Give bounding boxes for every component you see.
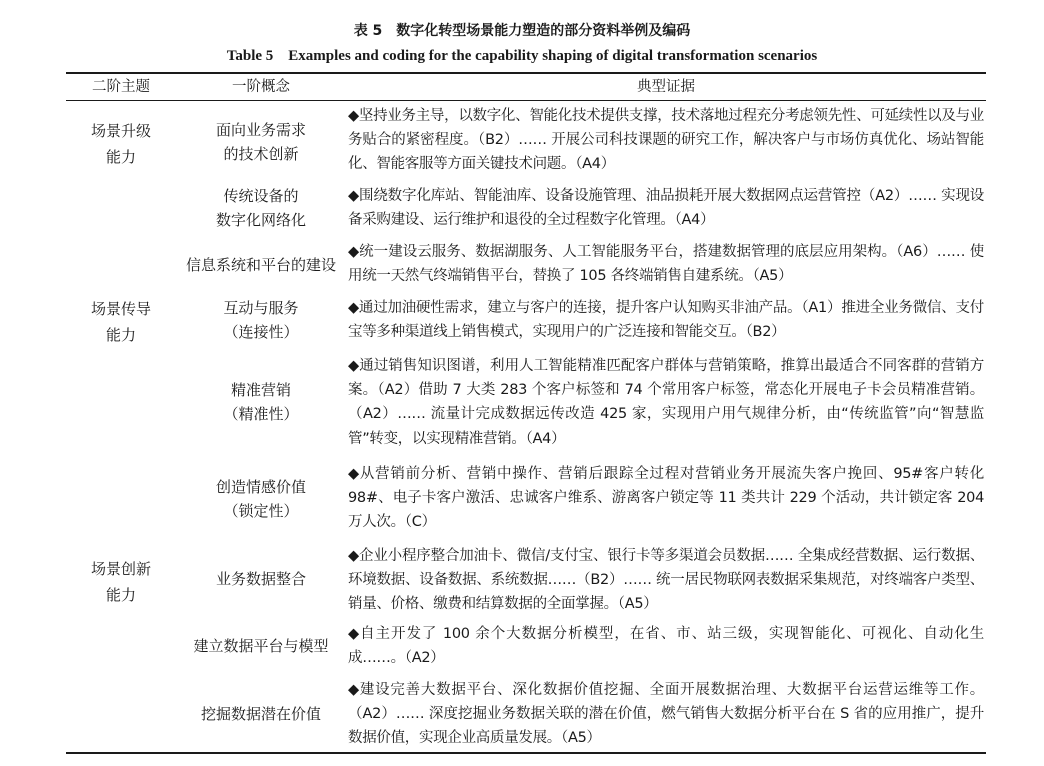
evidence-data-platform-model: ◆自主开发了 100 余个大数据分析模型，在省、市、站三级，实现智能化、可视化、自动化生成……。（A2）	[348, 626, 984, 667]
top-rule	[66, 72, 986, 74]
concept-line: 信息系统和平台的建设	[185, 256, 336, 274]
concept-line: 面向业务需求	[215, 121, 306, 139]
concept-data-integration	[176, 567, 346, 591]
concept-emotional-value	[176, 475, 346, 523]
concept-line: （锁定性）	[223, 502, 299, 520]
theme-line: 能力	[105, 586, 136, 604]
concept-line: 业务数据整合	[215, 570, 306, 588]
concept-line: 互动与服务	[223, 299, 299, 317]
header-second-order-theme: 二阶主题	[92, 79, 150, 95]
theme-scene-conduction	[66, 296, 176, 348]
concept-device-digitization	[176, 184, 346, 232]
concept-line: 挖掘数据潜在价值	[200, 705, 321, 723]
table-caption-cn: 表 5 数字化转型场景能力塑造的部分资料举例及编码	[353, 23, 691, 39]
evidence-info-system-platform: ◆统一建设云服务、数据湖服务、人工智能服务平台，搭建数据管理的底层应用架构。（A6）…… 使用统一天然气终端销售平台，替换了 105 各终端销售自建系统。（A5）	[348, 244, 984, 285]
evidence-precision-marketing: ◆通过销售知识图谱，利用人工智能精准匹配客户群体与营销策略，推算出最适合不同客群的营销方案。（A2）借助 7 大类 283 个客户标签和 74 个常用客户标签，常态化开展电子卡会员精准营销。（A2）…… 流量计完成数据远传改造 425 家，实现用户用气规律分析，由“传统监管”向“智慧监管”转变，以实现精准营销。（A4）	[348, 358, 984, 447]
concept-line: （连接性）	[223, 323, 299, 341]
concept-data-potential-value	[176, 702, 346, 726]
evidence-data-integration: ◆企业小程序整合加油卡、微信/支付宝、银行卡等多渠道会员数据…… 全集成经营数据、运行数据、环境数据、设备数据、系统数据……（B2）…… 统一居民物联网表数据采集规范，对终端客户类型、销量、价格、缴费和结算数据的全面掌握。（A5）	[348, 548, 984, 613]
concept-line: 创造情感价值	[215, 478, 306, 496]
header-rule	[66, 100, 986, 101]
concept-line: 建立数据平台与模型	[193, 637, 329, 655]
evidence-interaction-service: ◆通过加油硬性需求，建立与客户的连接，提升客户认知购买非油产品。（A1）推进全业务微信、支付宝等多种渠道线上销售模式，实现用户的广泛连接和智能交互。（B2）	[348, 300, 984, 341]
header-typical-evidence: 典型证据	[637, 79, 695, 95]
evidence-tech-innovation: ◆坚持业务主导，以数字化、智能化技术提供支撑，技术落地过程充分考虑领先性、可延续性以及与业务贴合的紧密程度。（B2）…… 开展公司科技课题的研究工作，解决客户与市场仿真优化、场站智能化、智能客服等方面关键技术问题。（A4）	[348, 108, 984, 173]
evidence-data-potential-value: ◆建设完善大数据平台、深化数据价值挖掘、全面开展数据治理、大数据平台运营运维等工作。（A2）…… 深度挖掘业务数据关联的潜在价值，燃气销售大数据分析平台在 S 省的应用推广，提升数据价值，实现企业高质量发展。（A5）	[348, 682, 984, 747]
theme-scene-innovation	[66, 556, 176, 608]
concept-precision-marketing	[176, 378, 346, 426]
concept-tech-innovation	[176, 118, 346, 166]
concept-interaction-service	[176, 296, 346, 344]
evidence-emotional-value: ◆从营销前分析、营销中操作、营销后跟踪全过程对营销业务开展流失客户挽回、95#客户转化 98#、电子卡客户激活、忠诚客户维系、游离客户锁定等 11 类共计 229 个活动，共计锁定客 204 万人次。（C）	[348, 466, 984, 531]
concept-data-platform-model	[176, 634, 346, 658]
concept-line: 数字化网络化	[215, 211, 306, 229]
theme-line: 场景创新	[90, 560, 151, 578]
theme-line: 能力	[105, 148, 136, 166]
evidence-device-digitization: ◆围绕数字化库站、智能油库、设备设施管理、油品损耗开展大数据网点运营管控（A2）…… 实现设备采购建设、运行维护和退役的全过程数字化管理。（A4）	[348, 188, 984, 229]
concept-line: 传统设备的	[223, 187, 299, 205]
concept-line: （精准性）	[223, 405, 299, 423]
theme-line: 能力	[105, 326, 136, 344]
table-caption-en: Table 5 Examples and coding for the capability shaping of digital transformation scenarios	[226, 48, 818, 64]
theme-scene-upgrade	[66, 118, 176, 170]
concept-line: 精准营销	[230, 381, 291, 399]
bottom-rule	[66, 752, 986, 754]
theme-line: 场景升级	[90, 122, 151, 140]
theme-line: 场景传导	[90, 300, 151, 318]
header-first-order-concept: 一阶概念	[232, 79, 290, 95]
concept-line: 的技术创新	[223, 145, 299, 163]
concept-info-system-platform	[176, 253, 346, 277]
